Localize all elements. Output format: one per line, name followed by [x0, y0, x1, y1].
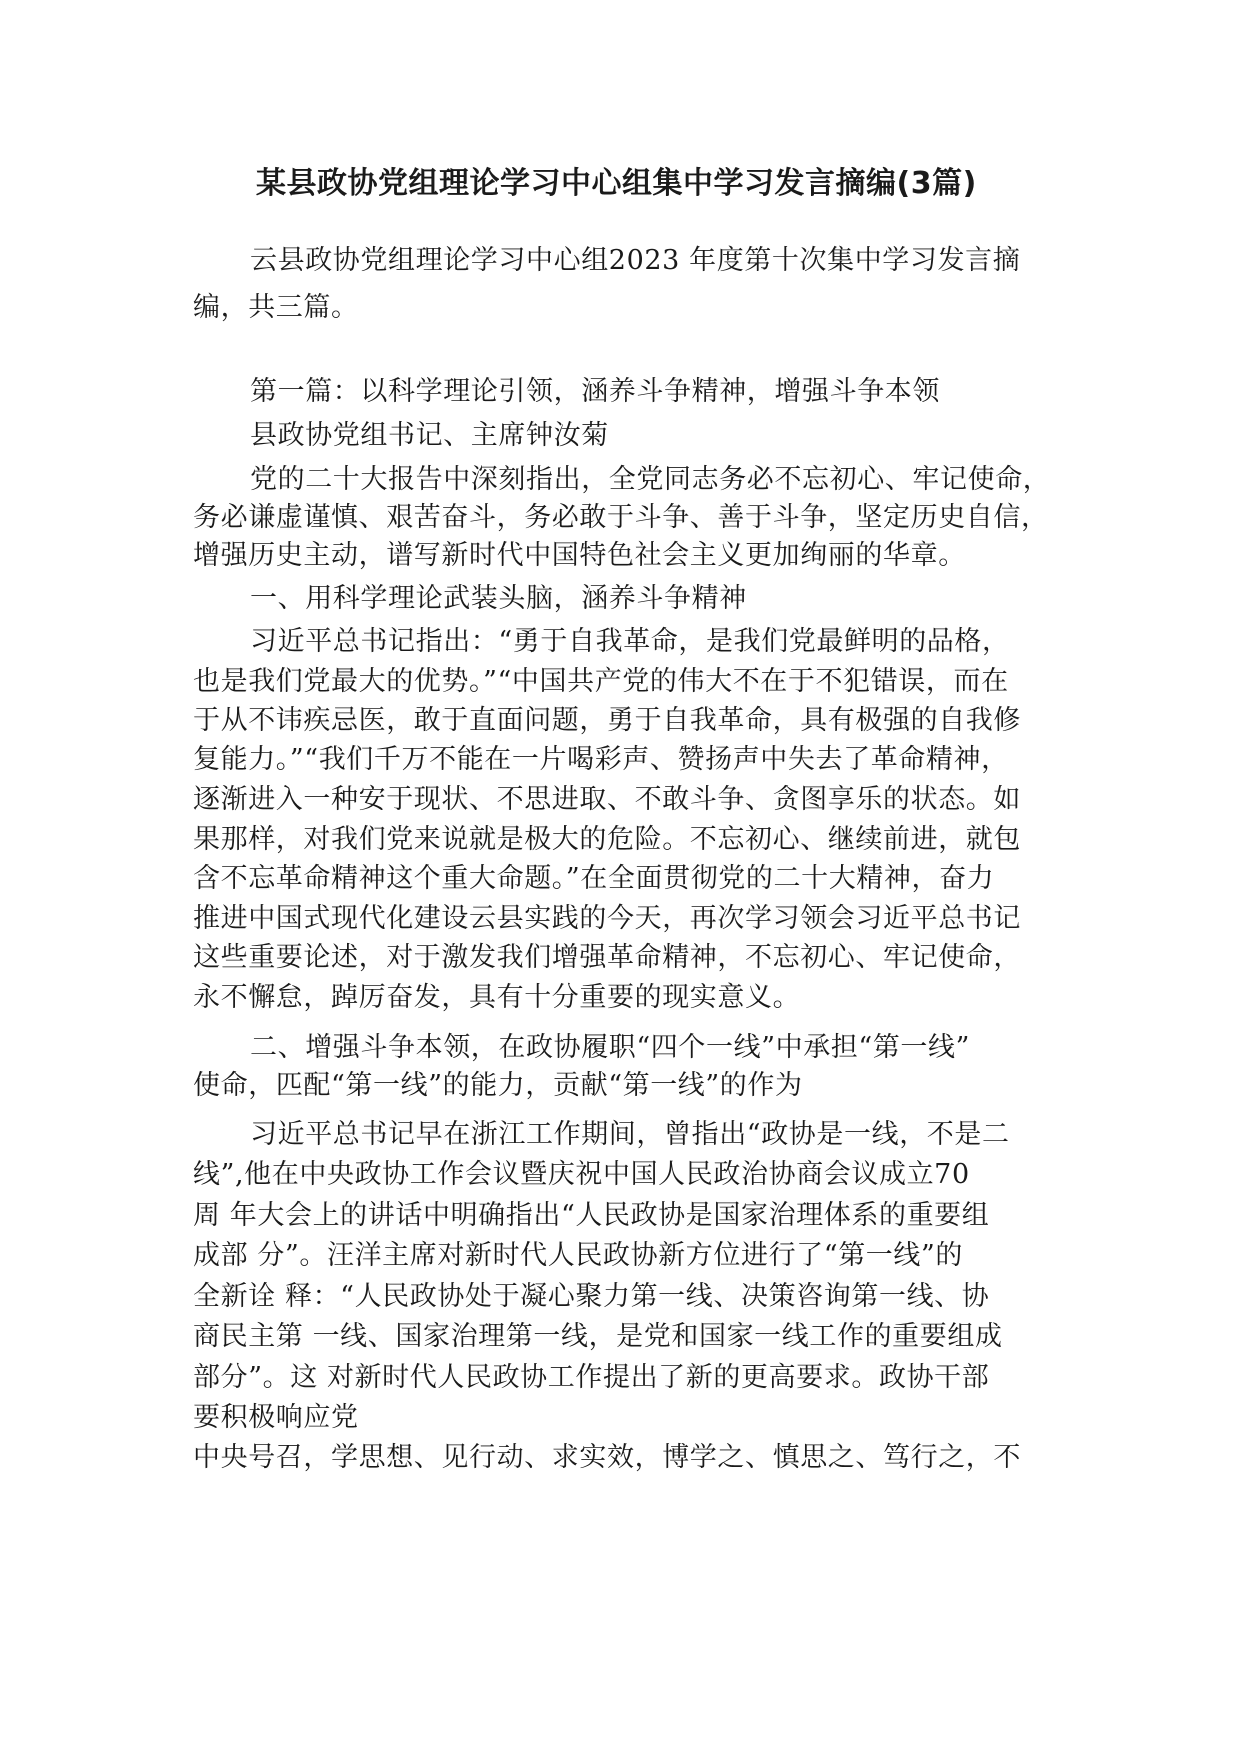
paragraph-line: 务必谦虚谨慎、艰苦奋斗，务必敢于斗争、善于斗争，坚定历史自信，	[193, 502, 1049, 533]
paragraph-line: 逐渐进入一种安于现状、不思进取、不敢斗争、贪图享乐的状态。如	[193, 784, 1021, 815]
paragraph-line: 周 年大会上的讲话中明确指出“人民政协是国家治理体系的重要组	[193, 1200, 990, 1231]
intro-line-2: 编，共三篇。	[193, 292, 359, 323]
paragraph-line: 成部 分”。汪洋主席对新时代人民政协新方位进行了“第一线”的	[193, 1240, 963, 1271]
paragraph-line: 中央号召，学思想、见行动、求实效，博学之、慎思之、笃行之，不	[193, 1442, 1021, 1473]
paragraph-line: 全新诠 释：“人民政协处于凝心聚力第一线、决策咨询第一线、协	[193, 1281, 990, 1312]
paragraph-line: 增强历史主动，谱写新时代中国特色社会主义更加绚丽的华章。	[193, 540, 966, 571]
author-line: 县政协党组书记、主席钟汝菊	[250, 420, 609, 451]
paragraph-line: 习近平总书记早在浙江工作期间，曾指出“政协是一线，不是二	[250, 1119, 1010, 1150]
paragraph-line: 于从不讳疾忌医，敢于直面问题，勇于自我革命，具有极强的自我修	[193, 705, 1021, 736]
paragraph-line: 要积极响应党	[193, 1402, 359, 1433]
paragraph-line: 这些重要论述，对于激发我们增强革命精神，不忘初心、牢记使命，	[193, 942, 1021, 973]
paragraph-line: 商民主第 一线、国家治理第一线，是党和国家一线工作的重要组成	[193, 1321, 1003, 1352]
intro-line-1: 云县政协党组理论学习中心组2023 年度第十次集中学习发言摘	[250, 245, 1021, 276]
paragraph-line: 线”,他在中央政协工作会议暨庆祝中国人民政治协商会议成立70	[193, 1159, 970, 1190]
section-one-heading: 第一篇：以科学理论引领，涵养斗争精神，增强斗争本领	[250, 376, 940, 407]
paragraph-line: 党的二十大报告中深刻指出，全党同志务必不忘初心、牢记使命，	[250, 464, 1051, 495]
subheading-two-cont: 使命，匹配“第一线”的能力，贡献“第一线”的作为	[193, 1070, 803, 1101]
paragraph-line: 习近平总书记指出：“勇于自我革命，是我们党最鲜明的品格，	[250, 626, 1010, 657]
paragraph-line: 含不忘革命精神这个重大命题。”在全面贯彻党的二十大精神，奋力	[193, 863, 995, 894]
paragraph-line: 部分”。这 对新时代人民政协工作提出了新的更高要求。政协干部	[193, 1362, 990, 1393]
subheading-two: 二、增强斗争本领，在政协履职“四个一线”中承担“第一线”	[250, 1032, 971, 1063]
paragraph-line: 也是我们党最大的优势。”“中国共产党的伟大不在于不犯错误，而在	[193, 666, 1009, 697]
paragraph-line: 永不懈怠，踔厉奋发，具有十分重要的现实意义。	[193, 982, 801, 1013]
paragraph-line: 复能力。”“我们千万不能在一片喝彩声、赞扬声中失去了革命精神，	[193, 744, 1009, 775]
subheading-one: 一、用科学理论武装头脑，涵养斗争精神	[250, 583, 747, 614]
paragraph-line: 果那样，对我们党来说就是极大的危险。不忘初心、继续前进，就包	[193, 824, 1021, 855]
paragraph-line: 推进中国式现代化建设云县实践的今天，再次学习领会习近平总书记	[193, 903, 1021, 934]
document-title: 某县政协党组理论学习中心组集中学习发言摘编(3篇)	[256, 166, 977, 201]
